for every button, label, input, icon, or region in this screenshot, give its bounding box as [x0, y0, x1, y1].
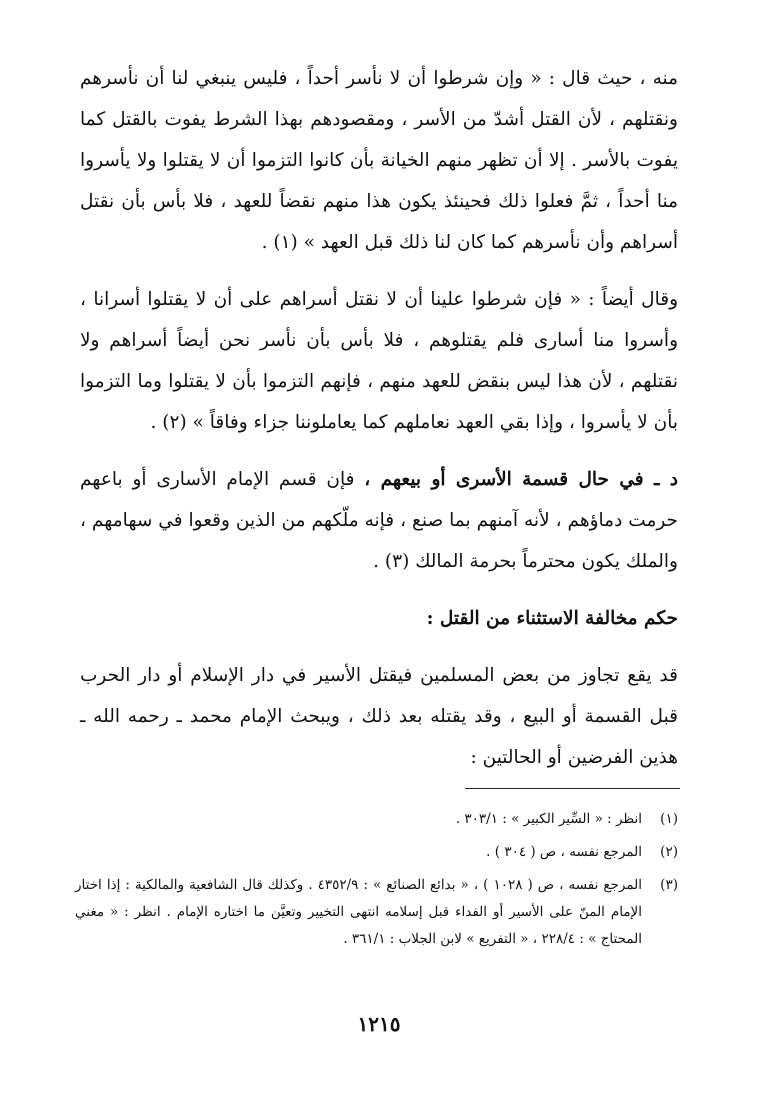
- paragraph-3-text: فإن قسم الإمام الأسارى أو باعهم حرمت دماؤهم ، لأنه آمنهم بما صنع ، فإنه ملّكهم من الذين وقعوا في سهامهم ، والملك يكون محترماً بحرمة المالك (٣) .: [80, 469, 678, 572]
- footnote-number: (١): [660, 811, 678, 827]
- main-text: [80, 58, 678, 778]
- section-heading: حكم مخالفة الاستثناء من القتل :: [426, 608, 678, 629]
- page-number: ١٢١٥: [357, 1012, 401, 1036]
- footnote-text: انظر : « السِّير الكبير » : ٣٠٣/١ .: [455, 811, 642, 827]
- footnote-divider: [465, 788, 680, 789]
- footnote-number: (٢): [660, 844, 678, 860]
- footnote-item: [75, 872, 678, 953]
- paragraph-3: [80, 459, 678, 582]
- footnote-number: (٣): [660, 877, 678, 893]
- footnotes: [75, 800, 678, 953]
- paragraph-2: وقال أيضاً : « فإن شرطوا علينا أن لا نقتل أسراهم على أن لا يقتلوا أسرانا ، وأسروا منا أسارى فلم يقتلوهم ، فلا بأس بأن نأسر نحن أيضاً أسراهم ولا نقتلهم ، لأن هذا ليس بنقض للعهد منهم ، فإنهم التزموا بأن لا يقتلوا وما التزموا بأن لا يأسروا ، وإذا بقي العهد نعاملهم كما يعاملوننا جزاء وفاقاً » (٢) .: [80, 289, 678, 433]
- footnote-item: [75, 839, 678, 866]
- paragraph-3-heading: د ـ في حال قسمة الأسرى أو بيعهم ،: [364, 469, 679, 490]
- paragraph-1: منه ، حيث قال : « وإن شرطوا أن لا نأسر أحداً ، فليس ينبغي لنا أن نأسرهم ونقتلهم ، لأن القتل أشدّ من الأسر ، ومقصودهم بهذا الشرط يفوت بالقتل كما يفوت بالأسر . إلا أن تظهر منهم الخيانة بأن كانوا التزموا أن لا يقتلوا ولا يأسروا منا أحداً ، ثمَّ فعلوا ذلك فحينئذ يكون هذا منهم نقضاً للعهد ، فلا بأس بأن نقتل أسراهم وأن نأسرهم كما كان لنا ذلك قبل العهد » (١) .: [80, 68, 678, 253]
- footnote-text: المرجع نفسه ، ص ( ١٠٢٨ ) ، « بدائع الصنائع » : ٤٣٥٢/٩ . وكذلك قال الشافعية والمالكية : إذا اختار الإمام المنّ على الأسير أو الفداء قبل إسلامه انتهى التخيير وتعيَّن ما اختاره الإمام . انظر : « مغني المحتاج » : ٢٢٨/٤ ، « التفريع » لابن الجلاب : ٣٦١/١ .: [75, 877, 642, 947]
- paragraph-4: قد يقع تجاوز من بعض المسلمين فيقتل الأسير في دار الإسلام أو دار الحرب قبل القسمة أو البيع ، وقد يقتله بعد ذلك ، ويبحث الإمام محمد ـ رحمه الله ـ هذين الفرضين أو الحالتين :: [80, 665, 678, 768]
- footnote-text: المرجع نفسه ، ص ( ٣٠٤ ) .: [486, 844, 642, 860]
- footnote-item: [75, 806, 678, 833]
